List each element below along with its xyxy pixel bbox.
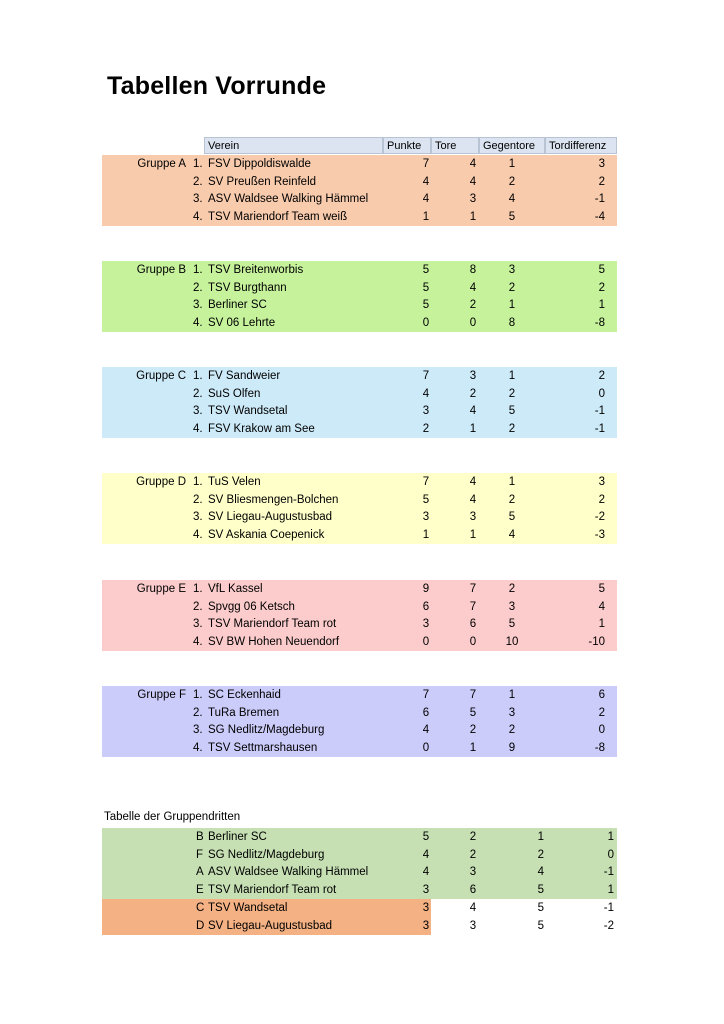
rank: 2. [193,493,203,506]
tordifferenz-value: 4 [598,600,605,613]
gegentore-value: 2 [508,583,516,595]
rank: 2. [193,175,203,188]
punkte-value: 7 [422,370,430,382]
table-row [102,314,617,332]
team-name: FSV Krakow am See [208,423,315,436]
punkte-value: 4 [422,175,430,188]
team-name: TSV Wandsetal [208,405,288,418]
tore-value: 3 [469,370,477,382]
tore-value: 2 [469,831,477,843]
gegentore-value: 2 [508,493,516,506]
gegentore-value: 8 [508,317,516,330]
punkte-value: 6 [422,600,430,613]
table-row [102,615,617,633]
punkte-value: 5 [422,831,430,843]
tore-value: 1 [469,423,477,436]
punkte-value: 7 [422,689,430,701]
rank: 4. [193,211,203,224]
gegentore-value: 4 [537,866,544,879]
gegentore-value: 1 [537,831,544,843]
team-name: SuS Olfen [208,387,261,400]
rank: 3. [193,193,203,206]
tordifferenz-value: 5 [598,264,605,276]
gegentore-value: 2 [537,848,544,861]
rank: 4. [193,636,203,649]
gegentore-value: 1 [508,158,516,170]
table-row [102,420,617,438]
punkte-value: 4 [422,866,430,879]
table-row [102,190,617,208]
tore-value: 4 [469,158,477,170]
tordifferenz-value: 1 [607,884,614,897]
table-row [102,155,617,173]
team-name: Berliner SC [208,831,267,843]
team-name: TuS Velen [208,476,261,488]
table-row [102,208,617,226]
punkte-value: 5 [422,264,430,276]
punkte-value: 7 [422,476,430,488]
table-row [102,279,617,297]
punkte-value: 9 [422,583,430,595]
team-name: SV 06 Lehrte [208,317,276,330]
punkte-value: 4 [422,724,430,737]
tordifferenz-value: 6 [598,689,605,701]
punkte-value: 4 [422,193,430,206]
tordifferenz-value: -2 [594,511,605,524]
gegentore-value: 1 [508,299,516,312]
table-row [102,261,617,279]
thirds-title: Tabelle der Gruppendritten [104,811,241,823]
tore-value: 1 [469,211,477,224]
team-name: ASV Waldsee Walking Hämmel [208,866,369,879]
gegentore-value: 1 [508,689,516,701]
header-verein: Verein [204,137,383,154]
table-row [102,846,617,864]
rank: 2. [193,706,203,719]
team-name: SV Liegau-Augustusbad [208,511,333,524]
rank: 2. [193,281,203,294]
tordifferenz-value: -1 [594,405,605,418]
punkte-value: 0 [422,317,430,330]
table-row [102,633,617,651]
table-row [102,863,617,881]
team-name: Spvgg 06 Ketsch [208,600,295,613]
tore-value: 4 [469,476,477,488]
tore-value: 5 [469,706,477,719]
rank: 3. [193,618,203,631]
group-letter: C [196,901,205,914]
gegentore-value: 3 [508,264,516,276]
tore-value: 1 [469,742,477,755]
punkte-value: 1 [422,211,430,224]
table-row [102,598,617,616]
gegentore-value: 5 [508,618,516,631]
gegentore-value: 5 [537,884,544,897]
punkte-value: 5 [422,493,430,506]
rank: 3. [193,299,203,312]
punkte-value: 3 [422,618,430,631]
gegentore-value: 4 [508,529,516,542]
tordifferenz-value: -1 [594,423,605,436]
table-row [102,899,617,917]
tore-value: 3 [469,866,477,879]
tordifferenz-value: -4 [594,211,605,224]
rank: 3. [193,724,203,737]
table-row [102,367,617,385]
table-row [102,385,617,403]
group-letter: F [196,848,204,861]
team-name: SV Askania Coepenick [208,529,325,542]
rank: 1. [193,689,203,701]
rank: 1. [193,264,203,276]
group-label: Gruppe B [136,264,186,276]
punkte-value: 5 [422,281,430,294]
team-name: Berliner SC [208,299,267,312]
tordifferenz-value: -3 [594,529,605,542]
rank: 2. [193,387,203,400]
rank: 1. [193,158,203,170]
tordifferenz-value: 2 [598,175,605,188]
tordifferenz-value: 1 [598,618,605,631]
team-name: TuRa Bremen [208,706,280,719]
team-name: SV Bliesmengen-Bolchen [208,493,339,506]
header-gegentore: Gegentore [479,137,545,154]
gegentore-value: 5 [508,211,516,224]
gegentore-value: 5 [537,901,544,914]
table-row [102,917,617,935]
punkte-value: 4 [422,387,430,400]
tordifferenz-value: -1 [603,866,614,879]
team-name: FV Sandweier [208,370,281,382]
tore-value: 0 [469,317,477,330]
tordifferenz-value: 2 [598,493,605,506]
table-row [102,508,617,526]
rank: 1. [193,583,203,595]
header-tordifferenz: Tordifferenz [545,137,617,154]
gegentore-value: 2 [508,724,516,737]
tore-value: 4 [469,281,477,294]
table-row [102,402,617,420]
group-letter: E [196,884,204,897]
table-row [102,686,617,704]
header-punkte: Punkte [383,137,431,154]
tordifferenz-value: 2 [598,281,605,294]
team-name: SV Liegau-Augustusbad [208,919,333,932]
tordifferenz-value: 1 [607,831,614,843]
tore-value: 6 [469,618,477,631]
tore-value: 6 [469,884,477,897]
tore-value: 0 [469,636,477,649]
gegentore-value: 3 [508,600,516,613]
team-name: TSV Mariendorf Team rot [208,618,337,631]
gegentore-value: 9 [508,742,516,755]
punkte-value: 1 [422,529,430,542]
gegentore-value: 5 [508,405,516,418]
tordifferenz-value: 2 [598,370,605,382]
tore-value: 2 [469,724,477,737]
tordifferenz-value: -10 [588,636,605,649]
header-tore: Tore [431,137,479,154]
table-row [102,491,617,509]
rank: 1. [193,370,203,382]
tordifferenz-value: -2 [603,919,614,932]
punkte-value: 5 [422,299,430,312]
rank: 3. [193,405,203,418]
punkte-value: 2 [422,423,430,436]
tore-value: 4 [469,901,477,914]
tore-value: 7 [469,600,477,613]
tore-value: 4 [469,405,477,418]
group-letter: D [196,919,205,932]
tore-value: 7 [469,689,477,701]
gegentore-value: 5 [508,511,516,524]
rank: 4. [193,423,203,436]
team-name: FSV Dippoldiswalde [208,158,311,170]
tore-value: 4 [469,175,477,188]
tore-value: 2 [469,848,477,861]
tordifferenz-value: 2 [598,706,605,719]
rank: 4. [193,742,203,755]
table-row [102,704,617,722]
punkte-value: 7 [422,158,430,170]
team-name: SG Nedlitz/Magdeburg [208,848,325,861]
punkte-value: 3 [422,901,430,914]
gegentore-value: 1 [508,476,516,488]
team-name: TSV Mariendorf Team weiß [208,211,348,224]
punkte-value: 3 [422,919,430,932]
punkte-value: 0 [422,742,430,755]
punkte-value: 6 [422,706,430,719]
team-name: SG Nedlitz/Magdeburg [208,724,325,737]
team-name: TSV Burgthann [208,281,287,294]
tore-value: 7 [469,583,477,595]
punkte-value: 3 [422,884,430,897]
tordifferenz-value: -8 [594,742,605,755]
team-name: SV BW Hohen Neuendorf [208,636,340,649]
tore-value: 8 [469,264,477,276]
gegentore-value: 2 [508,281,516,294]
table-row [102,721,617,739]
tordifferenz-value: -1 [594,193,605,206]
team-name: TSV Wandsetal [208,901,288,914]
punkte-value: 4 [422,848,430,861]
tordifferenz-value: 3 [598,158,605,170]
tore-value: 2 [469,387,477,400]
tore-value: 3 [469,919,477,932]
group-label: Gruppe A [137,158,186,170]
tordifferenz-value: 3 [598,476,605,488]
table-row [102,526,617,544]
gegentore-value: 4 [508,193,516,206]
group-label: Gruppe E [136,583,186,595]
punkte-value: 0 [422,636,430,649]
table-row [102,473,617,491]
team-name: ASV Waldsee Walking Hämmel [208,193,369,206]
gegentore-value: 3 [508,706,516,719]
table-row [102,580,617,598]
group-letter: B [196,831,204,843]
page-title: Tabellen Vorrunde [107,72,327,100]
table-row [102,881,617,899]
team-name: TSV Mariendorf Team rot [208,884,337,897]
rank: 2. [193,600,203,613]
tordifferenz-value: 0 [598,387,605,400]
gegentore-value: 2 [508,387,516,400]
tore-value: 1 [469,529,477,542]
tordifferenz-value: 0 [607,848,614,861]
gegentore-value: 5 [537,919,544,932]
team-name: TSV Breitenworbis [208,264,304,276]
gegentore-value: 2 [508,175,516,188]
gegentore-value: 1 [508,370,516,382]
tore-value: 4 [469,493,477,506]
tore-value: 3 [469,193,477,206]
tore-value: 2 [469,299,477,312]
punkte-value: 3 [422,511,430,524]
group-label: Gruppe C [136,370,186,382]
gegentore-value: 2 [508,423,516,436]
tordifferenz-value: 5 [598,583,605,595]
team-name: VfL Kassel [208,583,263,595]
table-row [102,173,617,191]
rank: 1. [193,476,203,488]
team-name: TSV Settmarshausen [208,742,318,755]
group-label: Gruppe F [137,689,186,701]
tordifferenz-value: -1 [603,901,614,914]
table-row [102,296,617,314]
tordifferenz-value: 1 [598,299,605,312]
rank: 4. [193,317,203,330]
table-row [102,828,617,846]
gegentore-value: 10 [505,636,519,649]
tordifferenz-value: -8 [594,317,605,330]
team-name: SV Preußen Reinfeld [208,175,317,188]
group-label: Gruppe D [136,476,186,488]
group-letter: A [196,866,204,879]
team-name: SC Eckenhaid [208,689,281,701]
tordifferenz-value: 0 [598,724,605,737]
punkte-value: 3 [422,405,430,418]
rank: 4. [193,529,203,542]
table-row [102,739,617,757]
rank: 3. [193,511,203,524]
tore-value: 3 [469,511,477,524]
